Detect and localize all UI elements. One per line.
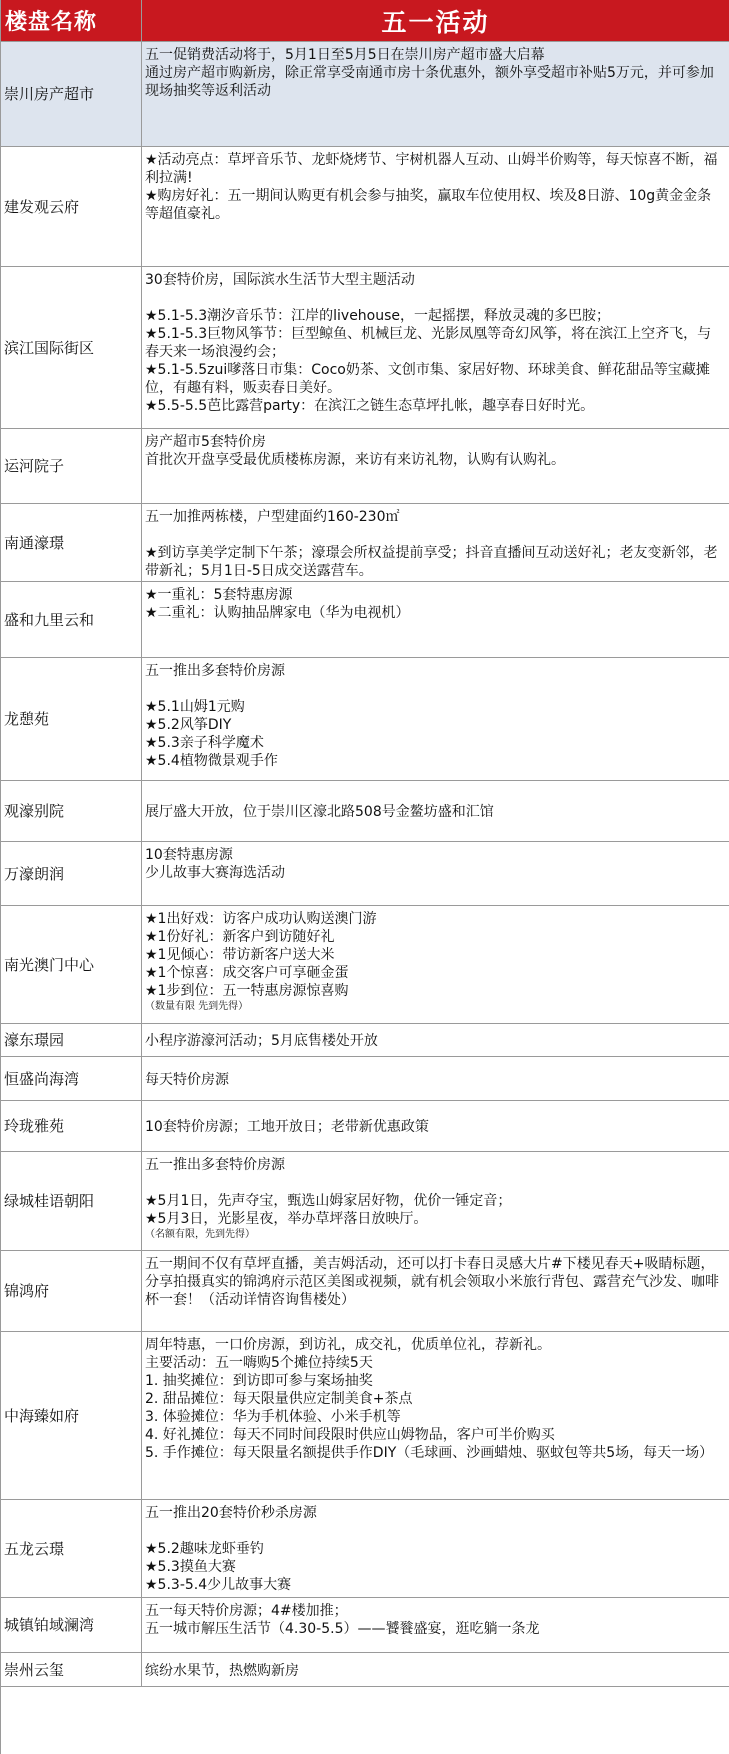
activity-line: 2. 甜品摊位：每天限量供应定制美食+茶点 <box>145 1391 413 1407</box>
activity-line: 五一期间不仅有草坪直播，美吉姆活动，还可以打卡春日灵感大片#下楼见春天+吸睛标题，分享拍摄真实的锦鸿府示范区美图或视频，就有机会领取小米旅行背包、露营充气沙发、咖啡杯一套！（活动详情咨询售楼处） <box>145 1256 719 1308</box>
activity-line: ★购房好礼：五一期间认购更有机会参与抽奖，赢取车位使用权、埃及8日游、10g黄金金条等超值豪礼。 <box>145 188 712 222</box>
activity-line: 少儿故事大赛海选活动 <box>145 865 285 881</box>
project-name-cell: 玲珑雅苑 <box>1 1101 142 1152</box>
project-name-cell: 龙憩苑 <box>1 658 142 781</box>
project-name-cell: 濠东璟园 <box>1 1024 142 1057</box>
activity-line: 10套特价房源；工地开放日；老带新优惠政策 <box>145 1119 429 1135</box>
project-name-cell: 锦鸿府 <box>1 1251 142 1332</box>
activity-line: ★5.3摸鱼大赛 <box>145 1559 236 1575</box>
activity-line: ★5.3-5.4少儿故事大赛 <box>145 1577 292 1593</box>
project-name-cell: 滨江国际街区 <box>1 267 142 429</box>
activity-line: ★一重礼：5套特惠房源 <box>145 587 293 603</box>
project-name-cell: 盛和九里云和 <box>1 582 142 658</box>
activity-note: （名额有限，先到先得） <box>145 1229 255 1240</box>
activity-cell <box>142 1251 729 1332</box>
activity-line: ★5.1山姆1元购 <box>145 699 245 715</box>
activity-line: ★二重礼：认购抽品牌家电（华为电视机） <box>145 605 410 621</box>
activity-line: ★5.1-5.5zui嗲落日市集：Coco奶茶、文创市集、家居好物、环球美食、鲜花甜品等宝藏摊位，有趣有料，贩卖春日美好。 <box>145 362 710 396</box>
activity-cell <box>142 1598 729 1653</box>
activity-line: 3. 体验摊位：华为手机体验、小米手机等 <box>145 1409 401 1425</box>
activity-line <box>145 1522 725 1540</box>
activity-cell <box>142 906 729 1024</box>
activity-line: ★5月3日，光影星夜，举办草坪落日放映厅。 <box>145 1211 428 1227</box>
activity-line: ★1出好戏：访客户成功认购送澳门游 <box>145 911 377 927</box>
activity-cell <box>142 1332 729 1500</box>
activity-cell <box>142 429 729 504</box>
project-name-cell: 恒盛尚海湾 <box>1 1057 142 1101</box>
project-name-cell: 运河院子 <box>1 429 142 504</box>
project-name-cell: 城镇铂域澜湾 <box>1 1598 142 1653</box>
activity-line: 1. 抽奖摊位：到访即可参与案场抽奖 <box>145 1373 373 1389</box>
activity-cell <box>142 267 729 429</box>
activity-cell <box>142 781 729 842</box>
activity-line: ★5.1-5.3巨物风筝节：巨型鲸鱼、机械巨龙、光影凤凰等奇幻风筝，将在滨江上空齐飞，与春天来一场浪漫约会； <box>145 326 712 360</box>
activity-cell <box>142 582 729 658</box>
project-name-cell: 绿城桂语朝阳 <box>1 1152 142 1251</box>
header-name-cell: 楼盘名称 <box>1 0 142 42</box>
activity-line: ★1步到位：五一特惠房源惊喜购 <box>145 983 349 999</box>
activity-cell <box>142 658 729 781</box>
activity-line: 每天特价房源 <box>145 1071 229 1088</box>
project-name-cell: 崇州云玺 <box>1 1653 142 1687</box>
activity-line: 5. 手作摊位：每天限量名额提供手作DIY（毛球画、沙画蜡烛、驱蚊包等共5场，每天一场） <box>145 1445 714 1461</box>
activity-cell <box>142 1101 729 1152</box>
activity-line: 主要活动：五一嗨购5个摊位持续5天 <box>145 1355 373 1371</box>
activity-line: 首批次开盘享受最优质楼栋房源，来访有来访礼物，认购有认购礼。 <box>145 452 565 468</box>
activity-line: 五一推出多套特价房源 <box>145 1157 285 1173</box>
activity-line: ★5.3亲子科学魔术 <box>145 735 264 751</box>
activity-cell <box>142 842 729 906</box>
activity-line: ★5.1-5.3潮汐音乐节：江岸的livehouse，一起摇摆，释放灵魂的多巴胺； <box>145 308 611 324</box>
activity-line: 五一城市解压生活节（4.30-5.5）——饕餮盛宴，逛吃躺一条龙 <box>145 1621 540 1637</box>
activity-line: ★5.2趣味龙虾垂钓 <box>145 1541 264 1557</box>
project-name-cell: 南光澳门中心 <box>1 906 142 1024</box>
project-name-cell: 五龙云璟 <box>1 1500 142 1598</box>
project-name-cell: 观濠别院 <box>1 781 142 842</box>
activity-cell <box>142 42 729 147</box>
activity-line: 缤纷水果节，热燃购新房 <box>145 1662 299 1679</box>
project-name-cell: 崇川房产超市 <box>1 42 142 147</box>
activity-note: （数量有限 先到先得） <box>145 1001 249 1012</box>
activity-line: 小程序游濠河活动；5月底售楼处开放 <box>145 1033 378 1049</box>
activity-line: 10套特惠房源 <box>145 847 233 863</box>
activity-cell <box>142 1057 729 1101</box>
activity-line: ★5.4植物微景观手作 <box>145 753 278 769</box>
activity-line: 房产超市5套特价房 <box>145 434 266 450</box>
activity-line: ★1见倾心：带访新客户送大米 <box>145 947 335 963</box>
activity-cell <box>142 1653 729 1687</box>
activity-cell <box>142 1024 729 1057</box>
activity-cell <box>142 504 729 582</box>
project-name-cell: 万濠朗润 <box>1 842 142 906</box>
activity-line: 五一加推两栋楼，户型建面约160-230㎡ <box>145 509 400 525</box>
activity-line: 4. 好礼摊位：每天不同时间段限时供应山姆物品，客户可半价购买 <box>145 1427 555 1443</box>
activity-line: ★1个惊喜：成交客户可享砸金蛋 <box>145 965 349 981</box>
activity-line: 五一促销费活动将于，5月1日至5月5日在崇川房产超市盛大启幕 <box>145 47 545 63</box>
project-name-cell: 中海臻如府 <box>1 1332 142 1500</box>
project-name-cell: 建发观云府 <box>1 147 142 267</box>
activity-line: 通过房产超市购新房，除正常享受南通市房十条优惠外，额外享受超市补贴5万元，并可参加现场抽奖等返利活动 <box>145 65 714 99</box>
activity-cell <box>142 147 729 267</box>
activity-line <box>145 526 725 544</box>
activity-line: ★到访享美学定制下午茶；濠璟会所权益提前享受；抖音直播间互动送好礼；老友变新邻，老带新礼；5月1日-5日成交送露营车。 <box>145 545 718 579</box>
activity-line: ★5.5-5.5芭比露营party：在滨江之链生态草坪扎帐，趣享春日好时光。 <box>145 398 595 414</box>
activity-cell <box>142 1500 729 1598</box>
project-name-cell: 南通濠璟 <box>1 504 142 582</box>
activity-cell <box>142 1152 729 1251</box>
activity-line: ★1份好礼：新客户到访随好礼 <box>145 929 335 945</box>
header-activity-cell: 五一活动 <box>142 0 729 42</box>
activity-line: ★5.2风筝DIY <box>145 717 232 733</box>
activity-line <box>145 680 725 698</box>
activity-line: 周年特惠，一口价房源，到访礼，成交礼，优质单位礼，荐新礼。 <box>145 1337 551 1353</box>
activity-line: ★活动亮点：草坪音乐节、龙虾烧烤节、宇树机器人互动、山姆半价购等，每天惊喜不断，福利拉满! <box>145 152 718 186</box>
activity-line: ★5月1日，先声夺宝，甄选山姆家居好物，优价一锤定音； <box>145 1193 512 1209</box>
activity-line: 30套特价房，国际滨水生活节大型主题活动 <box>145 272 415 288</box>
activity-line <box>145 1174 725 1192</box>
activity-line: 五一推出20套特价秒杀房源 <box>145 1505 317 1521</box>
activity-line: 展厅盛大开放，位于崇川区濠北路508号金鳌坊盛和汇馆 <box>145 804 494 820</box>
activity-line: 五一推出多套特价房源 <box>145 663 285 679</box>
activity-line: 五一每天特价房源；4#楼加推； <box>145 1603 348 1619</box>
activity-line <box>145 289 725 307</box>
